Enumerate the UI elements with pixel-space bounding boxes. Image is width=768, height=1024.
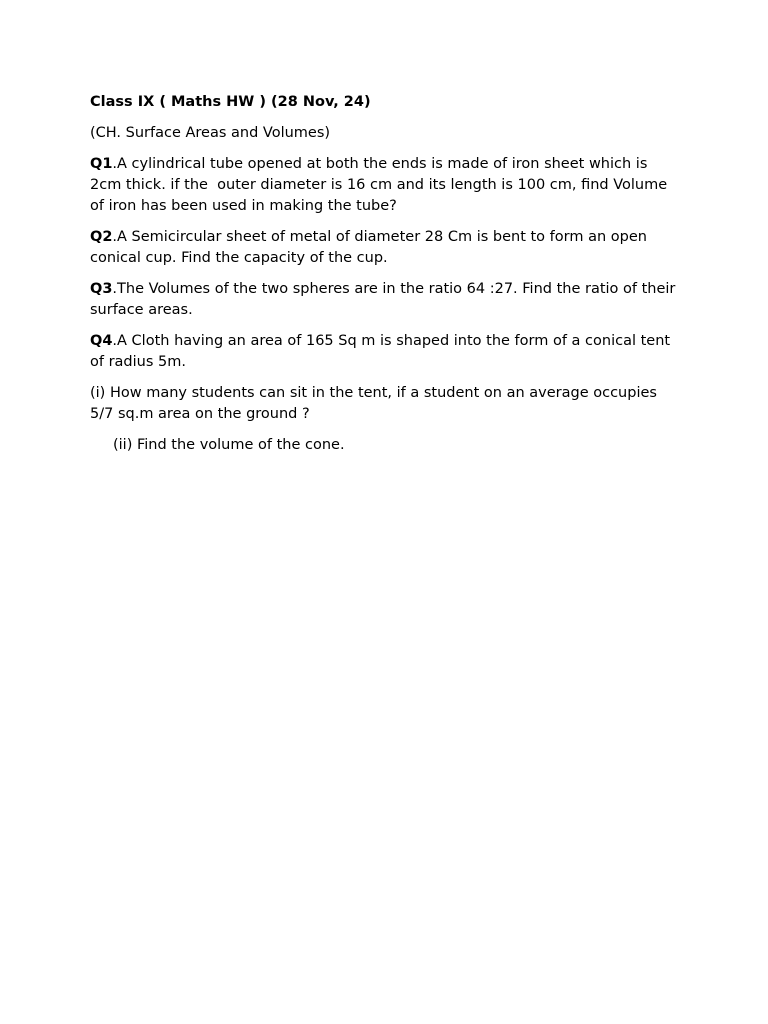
question-4-part-i: (i) How many students can sit in the tent, if a student on an average occupies 5/7 sq.m area on the ground ? [90, 385, 657, 422]
question-1-number: Q1 [90, 156, 113, 172]
question-2-text: .A Semicircular sheet of metal of diameter 28 Cm is bent to form an open conical cup. Find the capacity of the cup. [90, 229, 647, 266]
question-4-number: Q4 [90, 333, 113, 349]
document-content [90, 92, 680, 456]
question-3-text: .The Volumes of the two spheres are in the ratio 64 :27. Find the ratio of their surface areas. [90, 281, 676, 318]
chapter-title: (CH. Surface Areas and Volumes) [90, 125, 331, 141]
question-2-number: Q2 [90, 229, 113, 245]
document-title: Class IX ( Maths HW ) (28 Nov, 24) [90, 94, 371, 110]
question-4 [90, 331, 680, 373]
question-3 [90, 279, 680, 321]
question-4-text: .A Cloth having an area of 165 Sq m is shaped into the form of a conical tent of radius 5m. [90, 333, 671, 370]
question-1-text: .A cylindrical tube opened at both the ends is made of iron sheet which is 2cm thick. if the outer diameter is 16 cm and its length is 100 cm, find Volume of iron has been used in making the tube? [90, 156, 672, 214]
question-2 [90, 227, 680, 269]
question-3-number: Q3 [90, 281, 113, 297]
question-1 [90, 154, 680, 217]
question-4-part-ii: (ii) Find the volume of the cone. [113, 437, 345, 453]
